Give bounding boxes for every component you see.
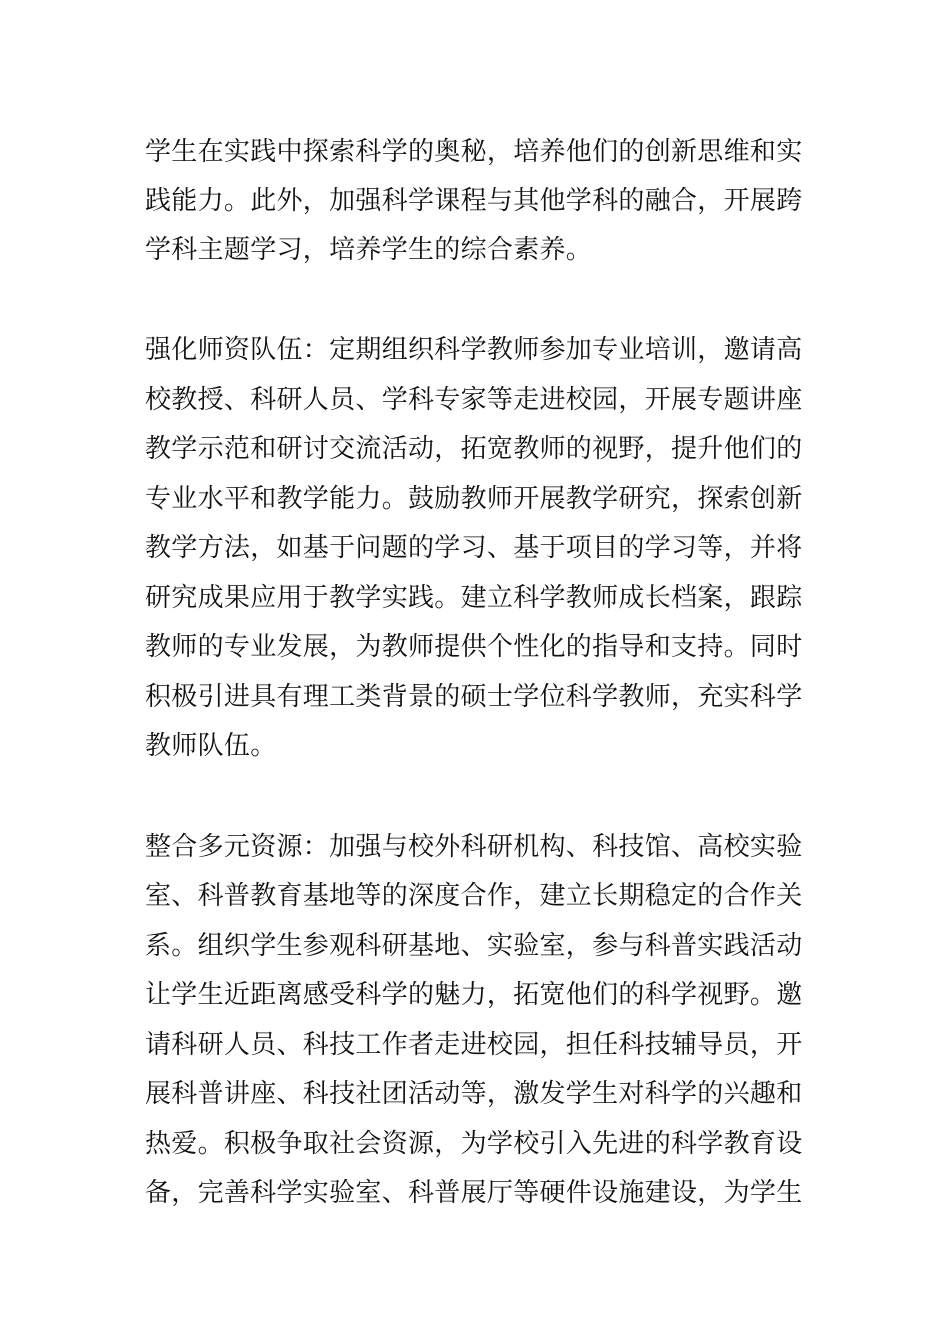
text-line: 请科研人员、科技工作者走进校园，担任科技辅导员，开 (145, 1030, 803, 1060)
text-line: 教师队伍。 (145, 731, 277, 761)
text-line: 践能力。此外，加强科学课程与其他学科的融合，开展跨 (145, 186, 803, 216)
text-line: 系。组织学生参观科研基地、实验室，参与科普实践活动 (145, 931, 803, 961)
text-line: 展科普讲座、科技社团活动等，激发学生对科学的兴趣和 (145, 1079, 803, 1109)
text-line: 热爱。积极争取社会资源，为学校引入先进的科学教育设 (145, 1129, 803, 1159)
text-line: 校教授、科研人员、学科专家等走进校园，开展专题讲座 (145, 385, 803, 415)
text-line: 强化师资队伍：定期组织科学教师参加专业培训，邀请高 (145, 335, 803, 365)
text-line: 学科主题学习，培养学生的综合素养。 (145, 235, 593, 265)
text-line: 学生在实践中探索科学的奥秘，培养他们的创新思维和实 (145, 137, 803, 167)
text-line: 教学示范和研讨交流活动，拓宽教师的视野，提升他们的 (145, 434, 803, 464)
text-line: 教学方法，如基于问题的学习、基于项目的学习等，并将 (145, 533, 803, 563)
text-line: 整合多元资源：加强与校外科研机构、科技馆、高校实验 (145, 832, 803, 862)
text-line: 专业水平和教学能力。鼓励教师开展教学研究，探索创新 (145, 484, 803, 514)
text-line: 研究成果应用于教学实践。建立科学教师成长档案，跟踪 (145, 583, 803, 613)
text-line: 积极引进具有理工类背景的硕士学位科学教师，充实科学 (145, 682, 803, 712)
text-line: 让学生近距离感受科学的魅力，拓宽他们的科学视野。邀 (145, 980, 803, 1010)
text-line: 备，完善科学实验室、科普展厅等硬件设施建设，为学生 (145, 1178, 803, 1208)
text-line: 室、科普教育基地等的深度合作，建立长期稳定的合作关 (145, 881, 803, 911)
text-line: 教师的专业发展，为教师提供个性化的指导和支持。同时 (145, 632, 803, 662)
